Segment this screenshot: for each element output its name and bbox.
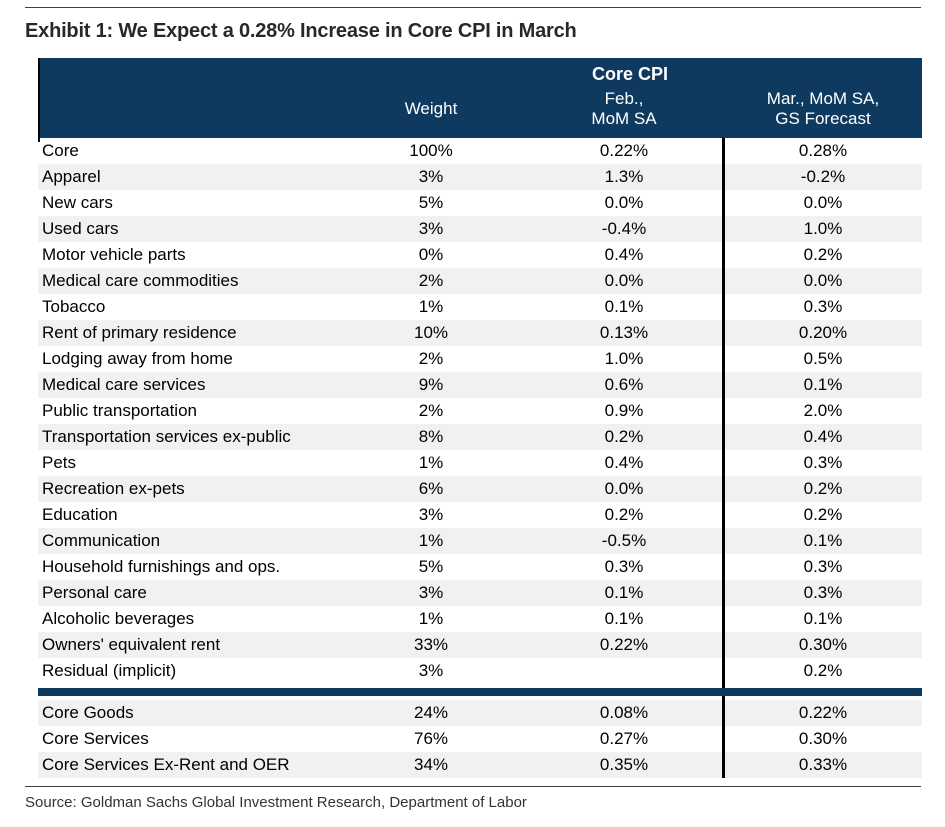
- table-row: [38, 700, 922, 726]
- table-row: [38, 606, 922, 632]
- table-row: [38, 346, 922, 372]
- exhibit-title: Exhibit 1: We Expect a 0.28% Increase in Core CPI in March: [25, 20, 577, 42]
- weight-value: 9%: [418, 375, 444, 394]
- weight-value: 76%: [413, 729, 449, 748]
- mar-value: 0.30%: [798, 635, 848, 654]
- feb-value: 0.2%: [604, 427, 644, 446]
- row-label: Core Services Ex-Rent and OER: [42, 755, 290, 774]
- weight-value: 5%: [418, 557, 444, 576]
- feb-value: 0.1%: [604, 609, 644, 628]
- weight-value: 24%: [413, 703, 449, 722]
- table-body: [38, 138, 922, 684]
- weight-value: 1%: [418, 531, 444, 550]
- weight-value: 100%: [409, 141, 453, 160]
- feb-value: 0.27%: [599, 729, 649, 748]
- feb-value: 1.0%: [604, 349, 644, 368]
- feb-value: 0.22%: [599, 141, 649, 160]
- weight-value: 8%: [418, 427, 444, 446]
- weight-value: 3%: [418, 661, 444, 680]
- table-row: [38, 320, 922, 346]
- table-row: [38, 752, 922, 778]
- row-label: Pets: [42, 453, 77, 472]
- mar-value: 0.5%: [803, 349, 843, 368]
- top-rule: [25, 7, 921, 8]
- mar-value: 0.2%: [803, 661, 843, 680]
- mar-value: 0.1%: [803, 375, 843, 394]
- feb-value: 0.6%: [604, 375, 644, 394]
- mar-value: 0.3%: [803, 557, 843, 576]
- mar-value: 0.30%: [798, 729, 848, 748]
- weight-value: 33%: [413, 635, 449, 654]
- mar-value: 0.28%: [798, 141, 848, 160]
- mar-value: 0.3%: [803, 583, 843, 602]
- row-label: Core Services: [42, 729, 149, 748]
- table-row: [38, 502, 922, 528]
- mar-value: 1.0%: [803, 219, 843, 238]
- weight-value: 0%: [418, 245, 444, 264]
- weight-value: 10%: [413, 323, 449, 342]
- row-label: Personal care: [42, 583, 147, 602]
- feb-value: 0.1%: [604, 583, 644, 602]
- row-label: Used cars: [42, 219, 119, 238]
- feb-value: 0.22%: [599, 635, 649, 654]
- group-header-core-cpi: Core CPI: [591, 64, 669, 84]
- feb-header-line2: MoM SA: [591, 108, 657, 128]
- weight-value: 1%: [418, 453, 444, 472]
- table-row: [38, 476, 922, 502]
- row-label: Owners' equivalent rent: [42, 635, 221, 654]
- weight-value: 1%: [418, 609, 444, 628]
- table-row: [38, 372, 922, 398]
- feb-value: -0.5%: [601, 531, 647, 550]
- weight-value: 5%: [418, 193, 444, 212]
- summary-body: [38, 700, 922, 778]
- table-row: [38, 424, 922, 450]
- row-label: Medical care services: [42, 375, 206, 394]
- mar-value: 0.20%: [798, 323, 848, 342]
- mar-value: 0.3%: [803, 297, 843, 316]
- feb-value: 0.0%: [604, 479, 644, 498]
- row-label: Public transportation: [42, 401, 197, 420]
- mar-value: 2.0%: [803, 401, 843, 420]
- row-label: Alcoholic beverages: [42, 609, 195, 628]
- table-row: [38, 190, 922, 216]
- feb-header-line1: Feb.,: [604, 88, 644, 108]
- weight-value: 3%: [418, 219, 444, 238]
- mar-value: 0.4%: [803, 427, 843, 446]
- weight-value: 3%: [418, 167, 444, 186]
- column-header-mar: [724, 85, 922, 138]
- row-label: Tobacco: [42, 297, 106, 316]
- feb-value: 1.3%: [604, 167, 644, 186]
- row-label: Medical care commodities: [42, 271, 239, 290]
- mar-value: 0.3%: [803, 453, 843, 472]
- table-header: [38, 58, 922, 138]
- weight-value: 3%: [418, 583, 444, 602]
- table-row: [38, 658, 922, 684]
- bottom-rule: [25, 786, 921, 787]
- row-label: Household furnishings and ops.: [42, 557, 281, 576]
- feb-value: 0.13%: [599, 323, 649, 342]
- table-row: [38, 528, 922, 554]
- table-row: [38, 450, 922, 476]
- feb-value: 0.35%: [599, 755, 649, 774]
- row-label: Residual (implicit): [42, 661, 177, 680]
- row-label: Communication: [42, 531, 161, 550]
- table-row: [38, 398, 922, 424]
- table-row: [38, 632, 922, 658]
- row-label: Core Goods: [42, 703, 134, 722]
- column-header-weight: [338, 85, 524, 138]
- row-label: Core: [42, 141, 79, 160]
- forecast-column-divider: [722, 138, 725, 778]
- feb-value: 0.4%: [604, 453, 644, 472]
- header-left-edge: [38, 58, 40, 142]
- feb-value: 0.0%: [604, 193, 644, 212]
- weight-value: 3%: [418, 505, 444, 524]
- feb-value: 0.0%: [604, 271, 644, 290]
- row-label: Lodging away from home: [42, 349, 233, 368]
- weight-value: 6%: [418, 479, 444, 498]
- feb-value: 0.1%: [604, 297, 644, 316]
- table-row: [38, 726, 922, 752]
- mar-value: 0.33%: [798, 755, 848, 774]
- weight-value: 1%: [418, 297, 444, 316]
- table-row: [38, 242, 922, 268]
- row-label: Transportation services ex-public: [42, 427, 291, 446]
- table-row: [38, 216, 922, 242]
- weight-header-label: Weight: [404, 98, 458, 118]
- table-row: [38, 138, 922, 164]
- feb-value: 0.4%: [604, 245, 644, 264]
- weight-value: 2%: [418, 349, 444, 368]
- feb-value: 0.9%: [604, 401, 644, 420]
- mar-header-line2: GS Forecast: [775, 108, 871, 128]
- mar-value: 0.0%: [803, 193, 843, 212]
- source-attribution: Source: Goldman Sachs Global Investment Research, Department of Labor: [25, 794, 527, 811]
- table-row: [38, 268, 922, 294]
- mar-value: 0.2%: [803, 479, 843, 498]
- mar-value: 0.0%: [803, 271, 843, 290]
- feb-value: 0.3%: [604, 557, 644, 576]
- mar-value: 0.1%: [803, 531, 843, 550]
- table-row: [38, 554, 922, 580]
- mar-value: 0.22%: [798, 703, 848, 722]
- row-label: Motor vehicle parts: [42, 245, 186, 264]
- mar-header-line1: Mar., MoM SA,: [766, 88, 880, 108]
- table-row: [38, 580, 922, 606]
- row-label: Apparel: [42, 167, 101, 186]
- row-label: Education: [42, 505, 118, 524]
- table-row: [38, 164, 922, 190]
- feb-value: 0.2%: [604, 505, 644, 524]
- mar-value: 0.1%: [803, 609, 843, 628]
- cpi-table: [38, 58, 922, 778]
- row-label: New cars: [42, 193, 113, 212]
- weight-value: 2%: [418, 271, 444, 290]
- mar-value: -0.2%: [800, 167, 846, 186]
- feb-value: 0.08%: [599, 703, 649, 722]
- column-header-feb: [524, 85, 724, 138]
- mar-value: 0.2%: [803, 245, 843, 264]
- mar-value: 0.2%: [803, 505, 843, 524]
- summary-divider-bar: [38, 688, 922, 696]
- weight-value: 2%: [418, 401, 444, 420]
- feb-value: -0.4%: [601, 219, 647, 238]
- weight-value: 34%: [413, 755, 449, 774]
- row-label: Rent of primary residence: [42, 323, 237, 342]
- row-label: Recreation ex-pets: [42, 479, 185, 498]
- table-row: [38, 294, 922, 320]
